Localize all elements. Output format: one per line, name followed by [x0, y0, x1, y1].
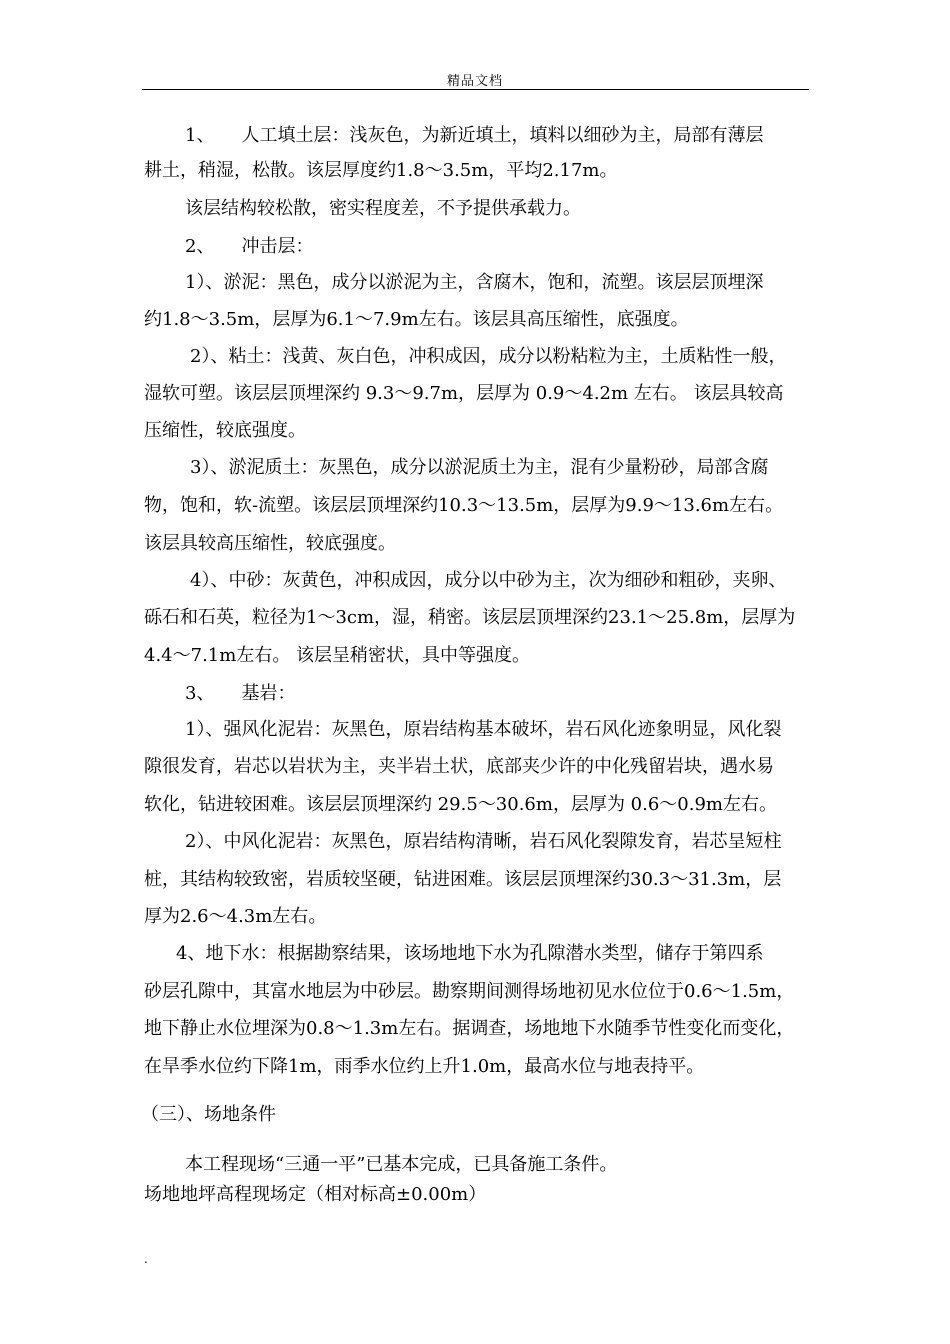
text-line: 3）、淤泥质土：灰黑色，成分以淤泥质土为主，混有少量粉砂，局部含腐: [190, 457, 769, 478]
text-line: 物，饱和，软-流塑。该层层顶埋深约10.3～13.5m，层厚为9.9～13.6m左右。: [144, 495, 784, 516]
text-line: 2）、粘土：浅黄、灰白色，冲积成因，成分以粉粘粒为主，土质粘性一般，: [190, 346, 787, 367]
text-line: 2、 冲击层：: [185, 236, 314, 257]
page-header: 精品文档: [446, 74, 503, 89]
text-line: 湿软可塑。该层层顶埋深约 9.3～9.7m，层厚为 0.9～4.2m 左右。 该层具较高: [144, 383, 784, 404]
text-line: 4）、中砂：灰黄色，冲积成因，成分以中砂为主，次为细砂和粗砂，夹卵、: [190, 570, 787, 591]
section-heading: （三）、场地条件: [141, 1104, 276, 1125]
text-line: 2）、中风化泥岩：灰黑色，原岩结构清晰，岩石风化裂隙发育，岩芯呈短柱: [185, 831, 782, 852]
text-line: 在旱季水位约下降1m，雨季水位约上升1.0m，最高水位与地表持平。: [144, 1056, 705, 1077]
text-line: 耕土，稍湿，松散。该层厚度约1.8～3.5m，平均2.17m。: [144, 160, 618, 181]
header-divider: [142, 89, 809, 90]
text-line: 3、 基岩：: [185, 683, 296, 704]
text-line: 桩，其结构较致密，岩质较坚硬，钻进困难。该层层顶埋深约30.3～31.3m，层: [144, 869, 782, 890]
text-line: 砂层孔隙中，其富水地层为中砂层。勘察期间测得场地初见水位位于0.6～1.5m，: [144, 981, 795, 1002]
text-line: 软化，钻进较困难。该层层顶埋深约 29.5～30.6m，层厚为 0.6～0.9m左右。: [144, 794, 777, 815]
text-line: 隙很发育，岩芯以岩状为主，夹半岩土状，底部夹少许的中化残留岩块，遇水易: [144, 756, 774, 777]
text-line: 地下静止水位埋深为0.8～1.3m左右。据调查，场地地下水随季节性变化而变化，: [144, 1018, 795, 1039]
text-line: 1）、强风化泥岩：灰黑色，原岩结构基本破坏，岩石风化迹象明显，风化裂: [185, 719, 782, 740]
text-line: 1）、淤泥：黑色，成分以淤泥为主，含腐木，饱和，流塑。该层层顶埋深: [185, 272, 764, 293]
text-line: 该层具较高压缩性，较底强度。: [144, 533, 396, 554]
text-line: 砾石和石英，粒径为1～3cm，湿，稍密。该层层顶埋深约23.1～25.8m，层厚为: [144, 607, 796, 628]
text-line: 压缩性，较底强度。: [144, 420, 306, 441]
text-line: 1、 人工填土层：浅灰色，为新近填土，填料以细砂为主，局部有薄层: [185, 125, 764, 146]
text-line: 4.4～7.1m左右。 该层呈稍密状，具中等强度。: [144, 645, 531, 666]
text-line: 厚为2.6～4.3m左右。: [144, 906, 327, 927]
text-line: 该层结构较松散，密实程度差，不予提供承载力。: [185, 198, 581, 219]
text-line: 约1.8～3.5m，层厚为6.1～7.9m左右。该层具高压缩性，底强度。: [144, 309, 689, 330]
footer-mark: .: [144, 1252, 148, 1266]
text-line: 本工程现场“三通一平”已基本完成，已具备施工条件。: [185, 1154, 618, 1175]
text-line: 4、地下水：根据勘察结果，该场地地下水为孔隙潜水类型，储存于第四系: [176, 943, 764, 964]
text-line: 场地地坪高程现场定（相对标高±0.00m）: [144, 1184, 487, 1205]
